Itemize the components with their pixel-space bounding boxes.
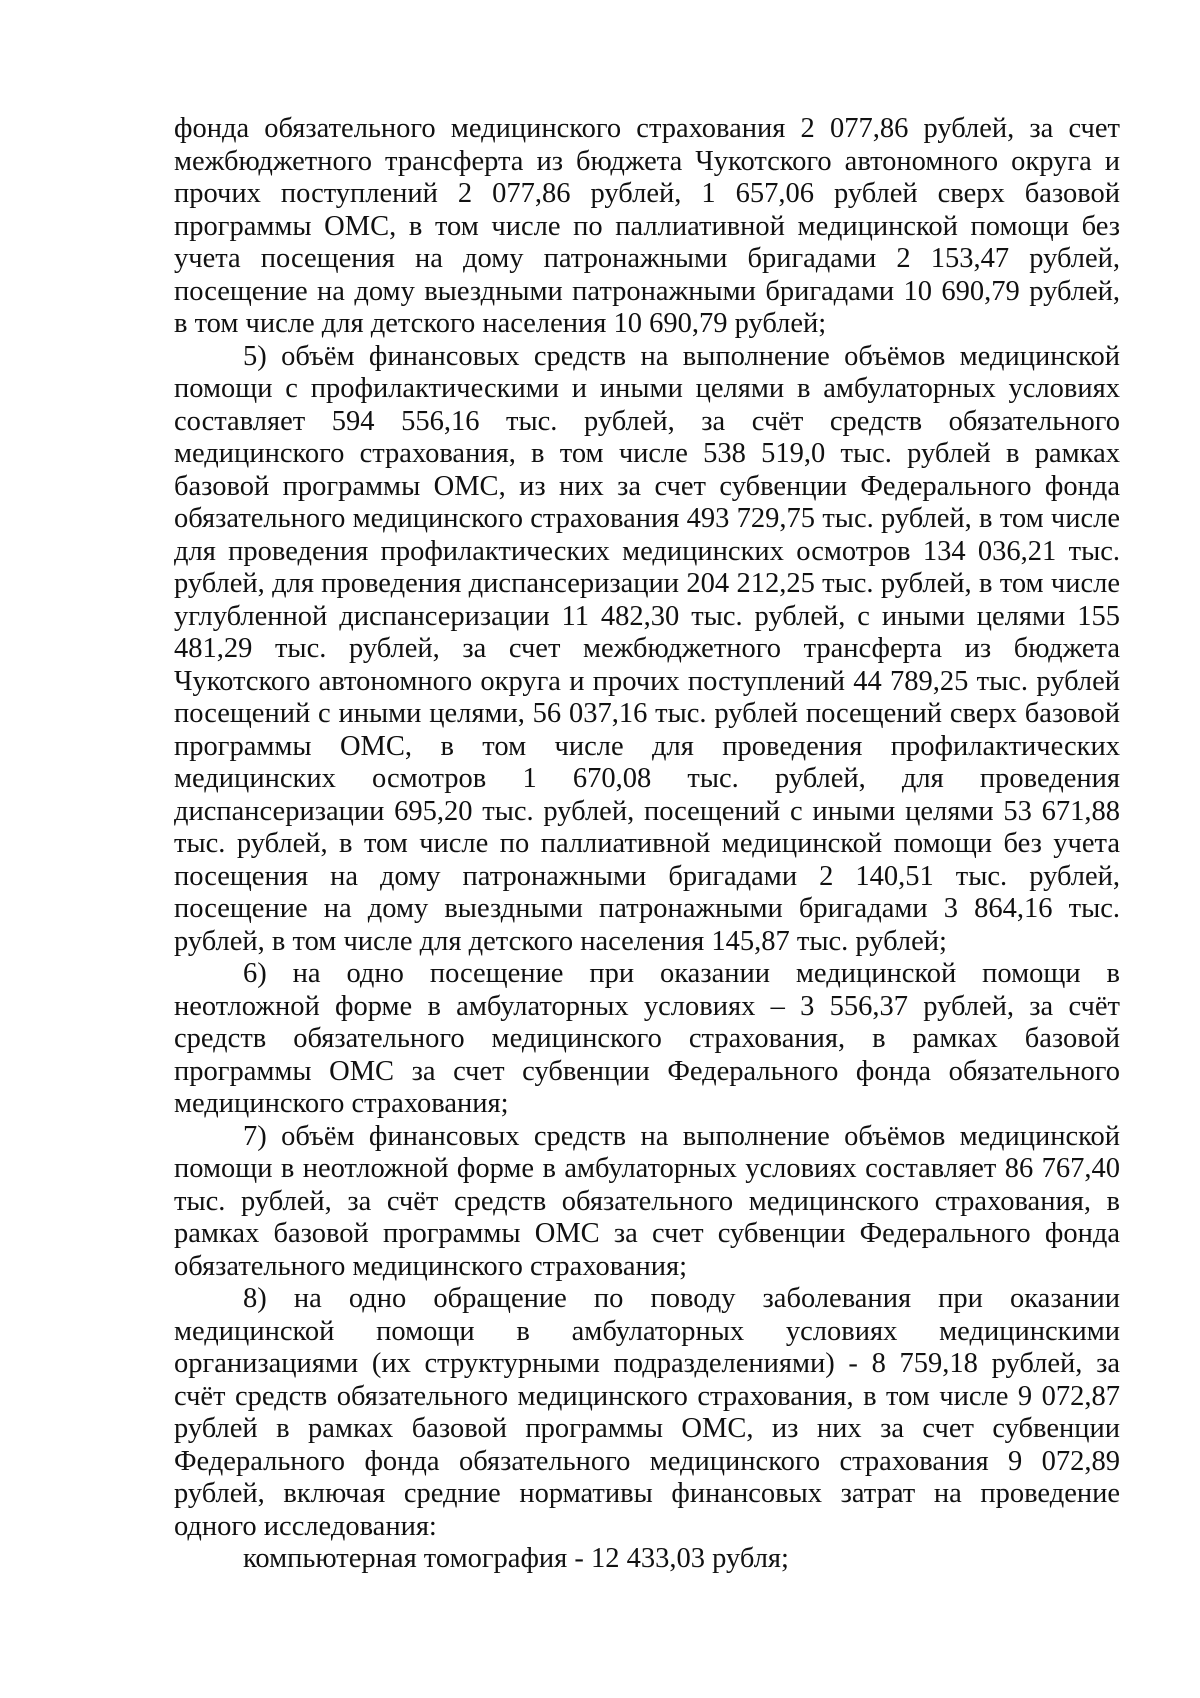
paragraph-item-6: 6) на одно посещение при оказании медицинской помощи в неотложной форме в амбулаторных условиях – 3 556,37 рублей, за счёт средств обязательного медицинского страхования, в рамках базовой программы ОМС за счет субвенции Федерального фонда обязательного медицинского страхования;: [174, 958, 1120, 1119]
paragraph-item-5: 5) объём финансовых средств на выполнение объёмов медицинской помощи с профилактическими и иными целями в амбулаторных условиях составляет 594 556,16 тыс. рублей, за счёт средств обязательного медицинского страхования, в том числе 538 519,0 тыс. рублей в рамках базовой программы ОМС, из них за счет субвенции Федерального фонда обязательного медицинского страхования 493 729,75 тыс. рублей, в том числе для проведения профилактических медицинских осмотров 134 036,21 тыс. рублей, для проведения диспансеризации 204 212,25 тыс. рублей, в том числе углубленной диспансеризации 11 482,30 тыс. рублей, с иными целями 155 481,29 тыс. рублей, за счет межбюджетного трансферта из бюджета Чукотского автономного округа и прочих поступлений 44 789,25 тыс. рублей посещений с иными целями, 56 037,16 тыс. рублей посещений сверх базовой программы ОМС, в том числе для проведения профилактических медицинских осмотров 1 670,08 тыс. рублей, для проведения диспансеризации 695,20 тыс. рублей, посещений с иными целями 53 671,88 тыс. рублей, в том числе по паллиативной медицинской помощи без учета посещения на дому патронажными бригадами 2 140,51 тыс. рублей, посещение на дому выездными патронажными бригадами 3 864,16 тыс. рублей, в том числе для детского населения 145,87 тыс. рублей;: [174, 340, 1120, 957]
paragraph-item-7: 7) объём финансовых средств на выполнение объёмов медицинской помощи в неотложной форме в амбулаторных условиях составляет 86 767,40 тыс. рублей, за счёт средств обязательного медицинского страхования, в рамках базовой программы ОМС за счет субвенции Федерального фонда обязательного медицинского страхования;: [174, 1120, 1120, 1282]
document-body: [174, 113, 1120, 1576]
paragraph-ct-norm: компьютерная томография - 12 433,03 рубля;: [243, 1543, 789, 1574]
paragraph-item-8: 8) на одно обращение по поводу заболевания при оказании медицинской помощи в амбулаторных условиях медицинскими организациями (их структурными подразделениями) - 8 759,18 рублей, за счёт средств обязательного медицинского страхования, в том числе 9 072,87 рублей в рамках базовой программы ОМС, из них за счет субвенции Федерального фонда обязательного медицинского страхования 9 072,89 рублей, включая средние нормативы финансовых затрат на проведение одного исследования:: [174, 1283, 1120, 1542]
paragraph-continuation: фонда обязательного медицинского страхования 2 077,86 рублей, за счет межбюджетного трансферта из бюджета Чукотского автономного округа и прочих поступлений 2 077,86 рублей, 1 657,06 рублей сверх базовой программы ОМС, в том числе по паллиативной медицинской помощи без учета посещения на дому патронажными бригадами 2 153,47 рублей, посещение на дому выездными патронажными бригадами 10 690,79 рублей, в том числе для детского населения 10 690,79 рублей;: [174, 113, 1120, 339]
